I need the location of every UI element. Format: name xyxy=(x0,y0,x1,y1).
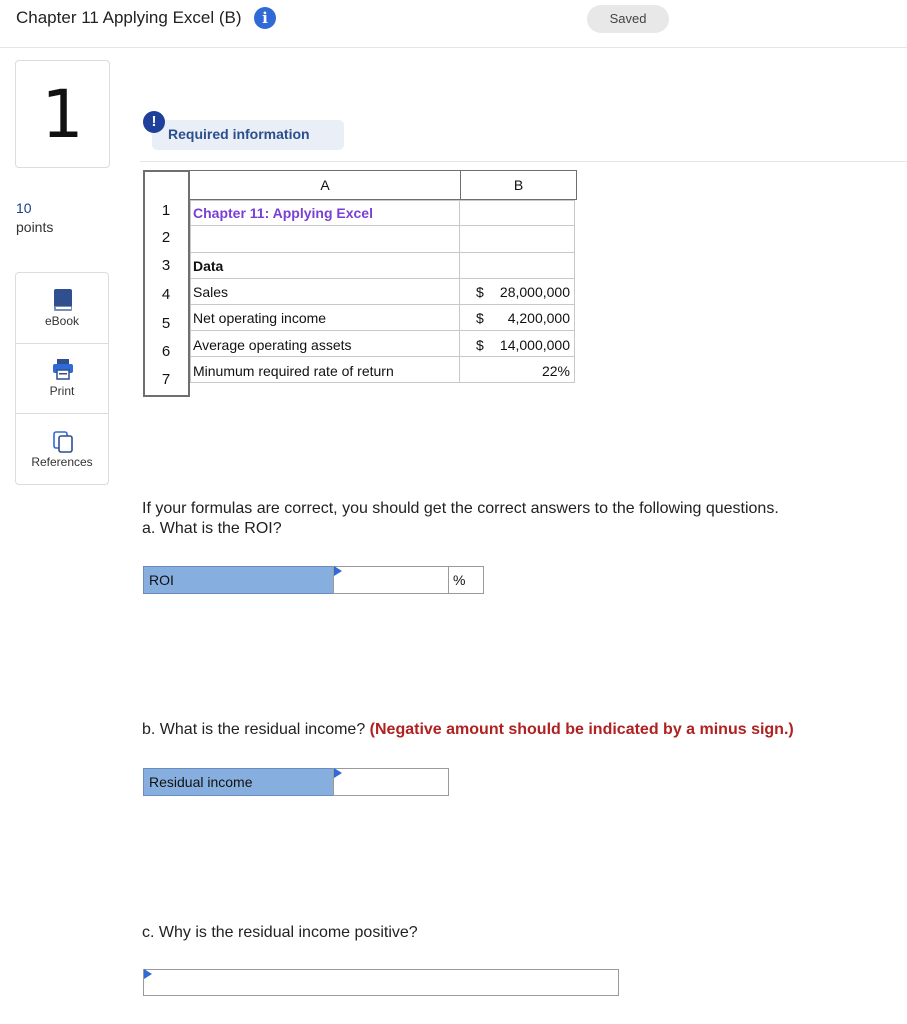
cell-a3 xyxy=(190,252,460,279)
assignment-title: Chapter 11 Applying Excel (B) xyxy=(16,8,242,27)
row-number: 4 xyxy=(161,286,171,303)
row-number: 6 xyxy=(161,343,171,360)
question-number-box xyxy=(15,60,110,168)
info-icon[interactable]: i xyxy=(254,7,276,29)
label-net-operating-income: Net operating income xyxy=(193,310,327,326)
row-number: 7 xyxy=(161,371,171,388)
currency-symbol: $ xyxy=(476,310,484,326)
cell-a4 xyxy=(190,278,460,305)
value-average-operating-assets: 14,000,000 xyxy=(499,337,570,353)
flag-icon xyxy=(334,768,342,778)
row-number: 1 xyxy=(161,202,171,219)
cell-b2 xyxy=(459,225,575,253)
header-bar xyxy=(0,0,907,48)
divider xyxy=(140,161,907,162)
label-average-operating-assets: Average operating assets xyxy=(193,337,352,353)
residual-income-reason-dropdown[interactable] xyxy=(143,969,619,996)
column-header-a: A xyxy=(320,177,330,193)
book-icon xyxy=(52,288,74,312)
cell-a2 xyxy=(190,225,460,253)
residual-income-input[interactable] xyxy=(333,768,449,796)
points-label: points xyxy=(16,219,54,235)
column-header-b: B xyxy=(513,177,524,193)
cell-b3 xyxy=(459,252,575,279)
currency-symbol: $ xyxy=(476,337,484,353)
percent-unit: % xyxy=(448,566,484,594)
ebook-button[interactable] xyxy=(16,273,108,343)
print-button[interactable] xyxy=(16,343,108,413)
sheet-title: Chapter 11: Applying Excel xyxy=(193,205,373,221)
data-heading: Data xyxy=(193,258,224,274)
residual-income-label: Residual income xyxy=(143,768,334,796)
references-button[interactable] xyxy=(16,413,108,483)
question-c-text: c. Why is the residual income positive? xyxy=(142,924,418,941)
roi-input[interactable] xyxy=(333,566,449,594)
print-icon xyxy=(52,358,74,380)
question-b xyxy=(142,720,902,740)
tools-panel xyxy=(15,272,109,485)
row-number: 2 xyxy=(161,229,171,246)
question-number: 1 xyxy=(41,76,84,153)
value-sales: 28,000,000 xyxy=(499,284,570,300)
row-number: 3 xyxy=(161,257,171,274)
references-label: References xyxy=(31,455,93,469)
required-information-label: Required information xyxy=(168,126,310,142)
label-sales: Sales xyxy=(193,284,229,300)
ebook-label: eBook xyxy=(44,314,80,328)
references-icon xyxy=(52,430,74,454)
cell-b1 xyxy=(459,200,575,226)
row-number: 5 xyxy=(161,315,171,332)
saved-status-badge: Saved xyxy=(587,5,669,33)
roi-label: ROI xyxy=(143,566,334,594)
flag-icon xyxy=(144,969,152,979)
label-required-rate: Minumum required rate of return xyxy=(193,363,394,379)
value-net-operating-income: 4,200,000 xyxy=(507,310,570,326)
question-a-text: a. What is the ROI? xyxy=(142,520,282,537)
alert-icon: ! xyxy=(143,111,165,133)
print-label: Print xyxy=(49,384,75,398)
currency-symbol: $ xyxy=(476,284,484,300)
value-required-rate: 22% xyxy=(541,363,570,379)
negative-amount-note: (Negative amount should be indicated by a minus sign.) xyxy=(369,721,794,738)
flag-icon xyxy=(334,566,342,576)
question-b-text: b. What is the residual income? xyxy=(142,721,366,738)
intro-text: If your formulas are correct, you should get the correct answers to the following questions. xyxy=(142,500,779,517)
points-value: 10 xyxy=(16,200,32,216)
